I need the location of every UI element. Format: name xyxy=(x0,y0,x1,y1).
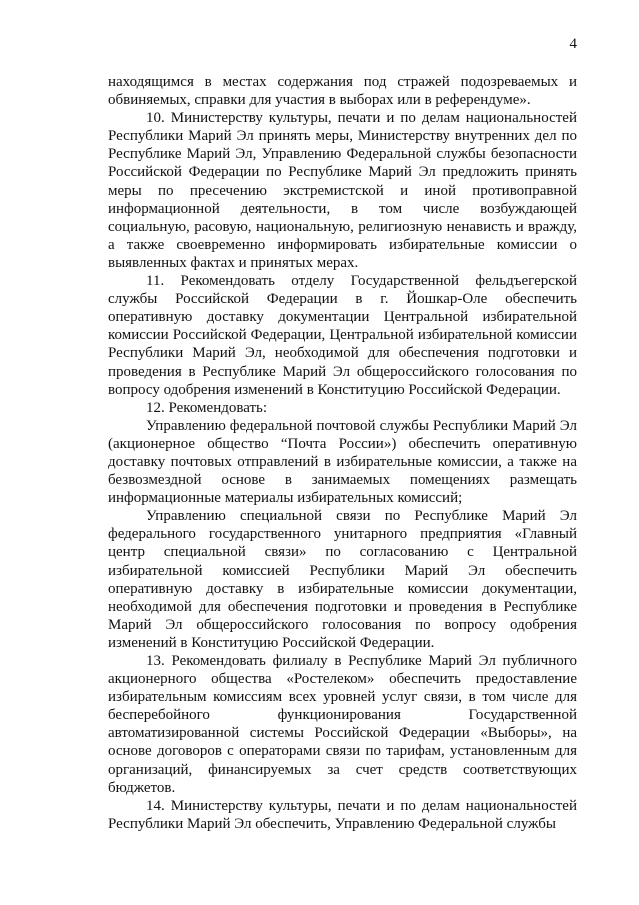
paragraph-item-11: 11. Рекомендовать отделу Государственной фельдъегерской службы Российской Федерации в г. Йошкар-Оле обеспечить оперативную доставку документации Центральной избирательной комиссии Российской Федерации, Центральной избирательной комиссии Республики Марий Эл, необходимой для обеспечения подготовки и проведения в Республике Марий Эл общероссийского голосования по вопросу одобрения изменений в Конституцию Российской Федерации. xyxy=(108,273,577,398)
paragraph-continuation: находящимся в местах содержания под стражей подозреваемых и обвиняемых, справки для участия в выборах или в референдуме». xyxy=(108,74,577,109)
paragraph-item-12-postal: Управлению федеральной почтовой службы Республики Марий Эл (акционерное общество “Почта России») обеспечить оперативную доставку почтовых отправлений в избирательные комиссии, а также на безвозмездной основе в занимаемых помещениях размещать информационные материалы избирательных комиссий; xyxy=(108,417,577,507)
paragraph-item-12-special-communications: Управлению специальной связи по Республике Марий Эл федерального государственного унитарного предприятия «Главный центр специальной связи» по согласованию с Центральной избирательной комиссией Республики Марий Эл обеспечить оперативную доставку в избирательные комиссии документации, необходимой для обеспечения подготовки и проведения в Республике Марий Эл общероссийского голосования по вопросу одобрения изменений в Конституцию Российской Федерации. xyxy=(108,508,577,651)
page-number: 4 xyxy=(569,36,577,52)
paragraph-item-10: 10. Министерству культуры, печати и по делам национальностей Республики Марий Эл принять меры, Министерству внутренних дел по Республике Марий Эл, Управлению Федеральной службы безопасности Российской Федерации по Республике Марий Эл предложить принять меры по пресечению экстремистской и иной противоправной информационной деятельности, в том числе возбуждающей социальную, расовую, национальную, религиозную ненависть и вражду, а также своевременно информировать избирательные комиссии о выявленных фактах и принятых мерах. xyxy=(108,110,577,271)
paragraph-item-12: 12. Рекомендовать: xyxy=(146,399,268,416)
paragraph-item-14: 14. Министерству культуры, печати и по делам национальностей Республики Марий Эл обеспечить, Управлению Федеральной службы xyxy=(108,797,577,832)
document-body xyxy=(108,73,577,833)
paragraph-item-13: 13. Рекомендовать филиалу в Республике Марий Эл публичного акционерного общества «Ростелеком» обеспечить предоставление избирательным комиссиям всех уровней услуг связи, в том числе для бесперебойного функционирования Государственной автоматизированной системы Российской Федерации «Выборы», на основе договоров с операторами связи по тарифам, установленным для организаций, финансируемых за счет средств соответствующих бюджетов. xyxy=(108,653,577,796)
